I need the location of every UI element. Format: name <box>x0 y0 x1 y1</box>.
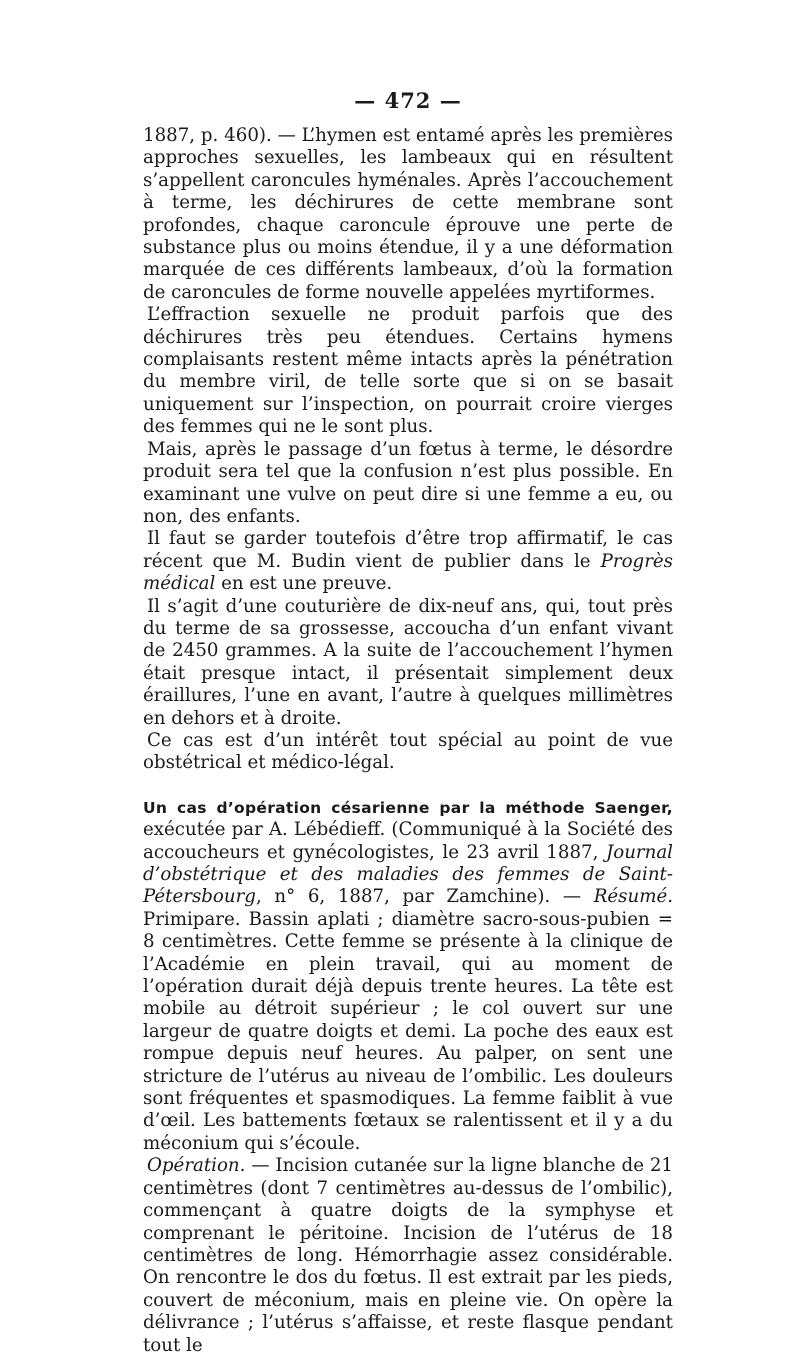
paragraph-effraction: L’effraction sexuelle ne produit parfois que des déchirures très peu étendues. Certains hymens complaisants restent même intacts après la pénétration du membre viril, de telle sorte que si on se basait uniquement sur l’inspection, on pourrait croire vierges des femmes qui ne le sont plus. <box>143 304 673 438</box>
section-gap <box>143 775 673 797</box>
paragraph-cesarienne-body: Primipare. Bassin aplati ; diamètre sacro-sous-pubien = 8 centimètres. Cette femme se présente à la clinique de l’Académie en plein travail, qui au moment de l’opération durait déjà depuis trente heures. La tête est mobile au détroit supérieur ; le col ouvert sur une largeur de quatre doigts et demi. La poche des eaux est rompue depuis neuf heures. Au palper, on sent une stricture de l’utérus au niveau de l’ombilic. Les douleurs sont fréquentes et spasmodiques. La femme faiblit à vue d’œil. Les battements fœtaux se ralentissent et il y a du méconium qui s’écoule. <box>143 908 673 1154</box>
page <box>143 88 673 1357</box>
paragraph-budin <box>143 528 673 595</box>
paragraph-hymen: 1887, p. 460). — L’hymen est entamé après les premières approches sexuelles, les lambeaux qui en résultent s’appellent caroncules hyménales. Après l’accouchement à terme, les déchirures de cette membrane sont profondes, chaque caroncule éprouve une perte de substance plus ou moins étendue, il y a une déformation marquée de ces différents lambeaux, d’où la formation de caroncules de forme nouvelle appelées myrtiformes. <box>143 125 673 303</box>
paragraph-budin-end: en est une preuve. <box>215 573 393 595</box>
paragraph-interet: Ce cas est d’un intérêt tout spécial au point de vue obstétrical et médico-légal. <box>143 729 673 774</box>
journal-title-obstetrique: Journal d’obstétrique et des maladies des femmes de Saint-Pétersbourg <box>143 841 673 908</box>
paragraph-cesarienne-intro: exécutée par A. Lébédieff. (Communiqué à la Société des accoucheurs et gynécologistes, le 23 avril 1887, <box>143 819 673 863</box>
operation-label: Opération. <box>147 1155 246 1177</box>
paragraph-cesarienne <box>143 797 673 1156</box>
paragraph-budin-text: Il faut se garder toutefois d’être trop affirmatif, le cas récent que M. Budin vient de publier dans le <box>143 528 673 572</box>
page-number: — 472 — <box>354 88 462 113</box>
paragraph-cesarienne-citation: , n° 6, 1887, par Zamchine). — <box>255 886 594 908</box>
paragraph-operation <box>143 1155 673 1357</box>
section-title: Un cas d’opération césarienne par la méthode Saenger, <box>143 798 673 817</box>
paragraph-couturiere: Il s’agit d’une couturière de dix-neuf ans, qui, tout près du terme de sa grossesse, accoucha d’un enfant vivant de 2450 grammes. A la suite de l’accouchement l’hymen était presque intact, il présentait simplement deux éraillures, l’une en avant, l’autre à quelques millimètres en dehors et à droite. <box>143 595 673 729</box>
paragraph-foetus: Mais, après le passage d’un fœtus à terme, le désordre produit sera tel que la confusion n’est plus possible. En examinant une vulve on peut dire si une femme a eu, ou non, des enfants. <box>143 438 673 527</box>
resume-label: Résumé. <box>593 886 673 908</box>
journal-title-progres-medical: Progrès médical <box>143 550 673 595</box>
paragraph-operation-body: — Incision cutanée sur la ligne blanche de 21 centimètres (dont 7 centimètres au-dessus de l’ombilic), commençant à quatre doigts de la symphyse et comprenant le péritoine. Incision de l’utérus de 18 centimètres de long. Hémorrhagie assez considérable. On rencontre le dos du fœtus. Il est extrait par les pieds, couvert de méconium, mais en pleine vie. On opère la délivrance ; l’utérus s’affaisse, et reste flasque pendant tout le <box>143 1155 673 1356</box>
